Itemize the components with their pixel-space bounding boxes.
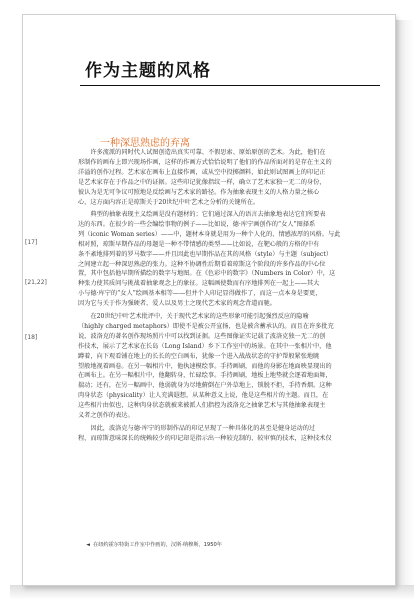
paragraph-2 <box>78 210 380 309</box>
text-line: 种张力使其质问与挑战着抽象观念上的象征。这幅画使数而有序地排列在一起上——其大 <box>78 280 320 288</box>
margin-note: [17] <box>25 239 38 246</box>
paragraph-3 <box>78 312 380 421</box>
text-line: 作技术，展示了艺术家在长岛（Long Island）乡下工作室中的场景。在其中一张相片中，他 <box>78 342 332 350</box>
text-line: 揣动；还有，在另一幅画中，他弱就身为尽地俯倒在户外草地上，锁脱不拒，手持香烟。这种 <box>78 382 332 390</box>
text-line: 这些相片由似也，这种肉身状态就被来被派人们指控为波洛克之抽象艺术与其他抽象表现主 <box>78 402 326 410</box>
margin-note: [21,22] <box>25 279 47 286</box>
text-line: 望般地视着画卷。在另一幅相片中，他执速模绘事。手持画刷，而他的身影在地面映显现出的 <box>78 362 332 370</box>
text-line: 列（iconic Woman series）——中，题材本身就是用为一种个人化的、情感浓厚的风格。与此 <box>78 230 341 238</box>
text-line: 典型的抽象表现主义绘画是没有题材的；它们通过深入的语言去抽象地表达它们所要表 <box>90 211 326 218</box>
text-line: 因为它与关于作为强硬者、爱人以及男士之现代艺术家的观念背道而驰。 <box>78 300 276 308</box>
text-line: 许多流派的同时代人试图创造出真实可靠、不假思索、原始原创的艺术。为此，他们在 <box>90 149 326 156</box>
text-line: 之间建立起一种深思熟虑的张力。这种不协调性后期看着琼斯这个阶段的许多作品的中心位 <box>78 260 326 268</box>
page-shadow-bottom <box>10 585 414 600</box>
paragraph-1 <box>78 148 380 207</box>
section-subheading: 一种深思熟虑的弃离 <box>100 138 190 149</box>
text-line: 在20世纪中叶艺术批评中，关于现代艺术家的这些形象可能引起强烈反应的隐喻 <box>90 313 309 320</box>
text-line: 因此，波洛克与德·库宁的形制作品的印记呈现了一种具体化的甚至是健身运动的过 <box>90 425 316 432</box>
arrow-left-icon: ◄ <box>86 542 90 548</box>
text-line: 说，波洛克的著名创作现场照片中可以找到证据。这些图像证实记载了波洛克独一无二的创 <box>78 332 326 340</box>
figure-caption <box>86 541 222 548</box>
caption-text: 在纽约霍尔特街工作室中作画的，汉斯·纳穆斯，1950年 <box>93 542 222 548</box>
title-rule <box>80 85 380 86</box>
margin-note: [18] <box>25 334 38 341</box>
text-line: 在画布上。在另一幅相片中，他翻转身，忙碌绘事。手持画刷，地板上地垫就会逐着地面舞， <box>78 372 332 380</box>
text-line: 心，这方面内容正是琼斯关于20世纪中叶艺术之分析的关键所在。 <box>78 198 260 206</box>
text-line: 置，其中包括他早期所描绘的数字与地图。在《色彩中的数字》（Numbers in Color）中，这 <box>78 270 336 278</box>
text-line: 彼认为是无可争议可照地是反绘画与艺术家的路径。作为抽象表现主义的人格力量之核心 <box>78 188 320 196</box>
chapter-title: 作为主题的风格 <box>85 61 211 81</box>
text-line: 形制作的画布上即兴现场作画，这样的作画方式恰恰说明了他们的作品所面对的是存在主义的 <box>78 158 332 166</box>
text-line: （highly charged metaphors）即使不是被公开宣扬，也是被含蓄承认的。而且在许多批充 <box>78 322 334 330</box>
text-line: 洋溢的创作过程。艺术家在画布上直接作画，或从空中投掷颜料，如此则试图画上的印记正 <box>78 168 326 176</box>
text-line: 小与德·库宁的“女人”绘画基本相等——但并个人印记显得做作了，而这一点本身是要更， <box>78 290 322 298</box>
text-line: 相对照，琼斯早期作品的母题是一种不带情感的类型——比如说，在靶心般的方格的中有 <box>78 240 320 248</box>
text-line: 蹲着，向下观看铺在地上的长长的空白画布，犹像一个进入战战状态的守护帮般紧张地眺 <box>78 352 320 360</box>
text-line: 肉身状态（physicality）让人充满遐想，从某种意义上说，他是这些相片的主题。而且，在 <box>78 392 329 400</box>
text-line: 达的东西。在很少的一些会编绘事物的例子——比如说，德·库宁画创作的“女人”图择系 <box>78 220 316 228</box>
text-line: 程，而琼斯意味深长的统赖较少的印记却是指示出一种较克制的、较审慎的技术，这种技术仅 <box>78 434 332 442</box>
text-line: 义者之创作的表达。 <box>78 412 134 420</box>
text-line: 是艺术家存在于作品之中的证据。这些印记犹像指纹一样，确立了艺术家独一无二的身份， <box>78 178 326 186</box>
page-shadow-right <box>395 20 414 600</box>
text-line: 条不紊地排列着的罗马数字——并且因此也早期作品在其的风格（style）与主题（subject） <box>78 250 333 258</box>
paragraph-4 <box>78 424 380 444</box>
